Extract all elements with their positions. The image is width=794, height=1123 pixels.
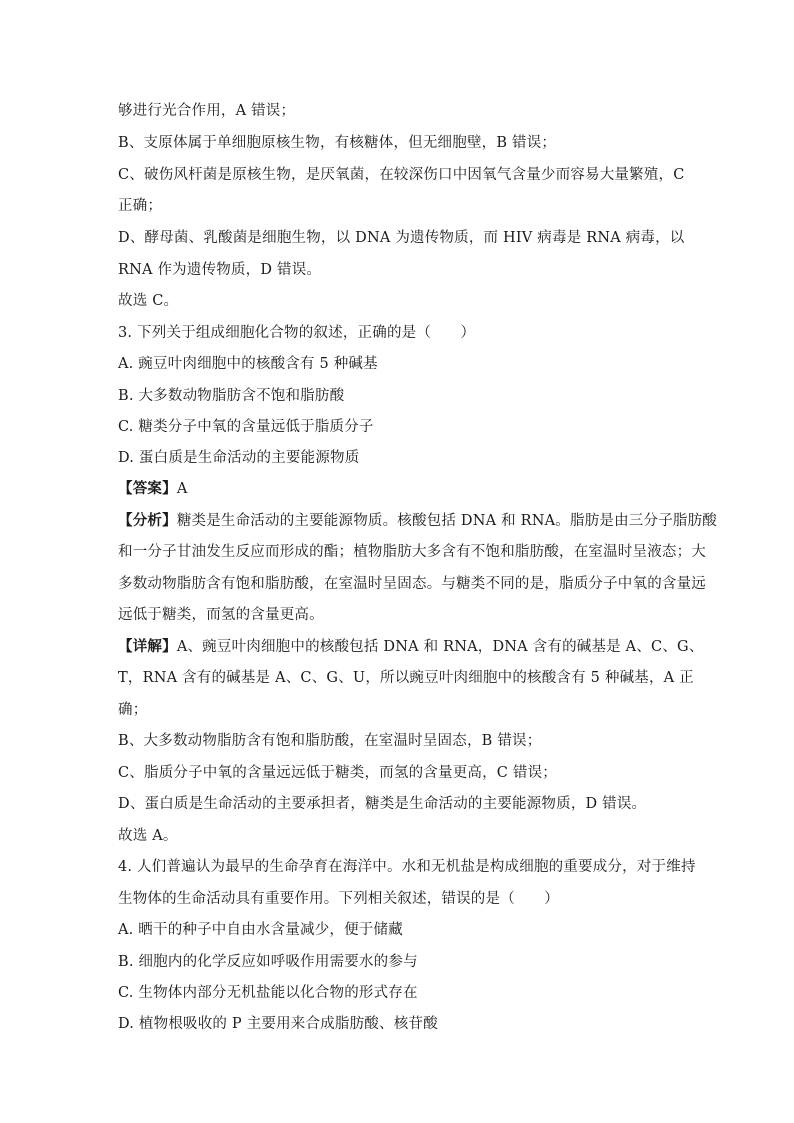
text-line: B、大多数动物脂肪含有饱和脂肪酸，在室温时呈固态，B 错误； bbox=[118, 733, 542, 749]
text-line: D、蛋白质是生命活动的主要承担者，糖类是生命活动的主要能源物质，D 错误。 bbox=[118, 796, 647, 812]
text-line: C、脂质分子中氧的含量远远低于糖类，而氢的含量更高，C 错误； bbox=[118, 765, 557, 781]
question-4-stem: 4. 人们普遍认为最早的生命孕育在海洋中。水和无机盐是构成细胞的重要成分，对于维持 bbox=[118, 859, 696, 875]
detail-text: A、豌豆叶肉细胞中的核酸包括 DNA 和 RNA，DNA 含有的碱基是 A、C、G、 bbox=[176, 639, 704, 655]
analysis-tag: 【分析】 bbox=[118, 512, 177, 529]
question-4-option-b: B. 细胞内的化学反应如呼吸作用需要水的参与 bbox=[118, 954, 418, 970]
analysis-text: 糖类是生命活动的主要能源物质。核酸包括 DNA 和 RNA。脂肪是由三分子脂肪酸 bbox=[176, 513, 717, 529]
text-line: 故选 A。 bbox=[118, 828, 178, 844]
text-line: 和一分子甘油发生反应而形成的酯；植物脂肪大多含有不饱和脂肪酸，在室温时呈液态；大 bbox=[118, 544, 706, 560]
text-line: 正确； bbox=[118, 198, 163, 214]
text-line: 故选 C。 bbox=[118, 293, 179, 309]
answer-value: A bbox=[176, 481, 188, 497]
text-line: D、酵母菌、乳酸菌是细胞生物，以 DNA 为遗传物质，而 HIV 病毒是 RNA 病毒，以 bbox=[118, 230, 685, 246]
text-line: 够进行光合作用，A 错误； bbox=[118, 103, 296, 119]
question-4-option-a: A. 晒干的种子中自由水含量减少，便于储藏 bbox=[118, 922, 403, 938]
question-3-option-b: B. 大多数动物脂肪含不饱和脂肪酸 bbox=[118, 388, 345, 404]
answer-line bbox=[118, 479, 678, 499]
text-line: 确； bbox=[118, 702, 148, 718]
analysis-line bbox=[118, 511, 717, 531]
detail-line bbox=[118, 637, 704, 657]
question-3-stem: 3. 下列关于组成细胞化合物的叙述，正确的是（ ） bbox=[118, 325, 476, 341]
text-line: 远低于糖类，而氢的含量更高。 bbox=[118, 607, 324, 623]
answer-tag: 【答案】 bbox=[118, 480, 177, 497]
question-4-stem-cont: 生物体的生命活动具有重要作用。下列相关叙述，错误的是（ ） bbox=[118, 891, 559, 907]
text-line: C、破伤风杆菌是原核生物，是厌氧菌，在较深伤口中因氧气含量少而容易大量繁殖，C bbox=[118, 167, 685, 183]
text-line: T，RNA 含有的碱基是 A、C、G、U，所以豌豆叶肉细胞中的核酸含有 5 种碱基，A 正 bbox=[118, 670, 694, 686]
text-line: 多数动物脂肪含有饱和脂肪酸，在室温时呈固态。与糖类不同的是，脂质分子中氧的含量远 bbox=[118, 576, 706, 592]
question-4-option-d: D. 植物根吸收的 P 主要用来合成脂肪酸、核苷酸 bbox=[118, 1016, 438, 1032]
question-4-option-c: C. 生物体内部分无机盐能以化合物的形式存在 bbox=[118, 985, 418, 1001]
text-line: RNA 作为遗传物质，D 错误。 bbox=[118, 262, 322, 278]
text-line: B、支原体属于单细胞原核生物，有核糖体，但无细胞壁，B 错误； bbox=[118, 135, 557, 151]
question-3-option-a: A. 豌豆叶肉细胞中的核酸含有 5 种碱基 bbox=[118, 356, 378, 372]
question-3-option-d: D. 蛋白质是生命活动的主要能源物质 bbox=[118, 450, 360, 466]
question-3-option-c: C. 糖类分子中氧的含量远低于脂质分子 bbox=[118, 419, 374, 435]
detail-tag: 【详解】 bbox=[118, 638, 177, 655]
